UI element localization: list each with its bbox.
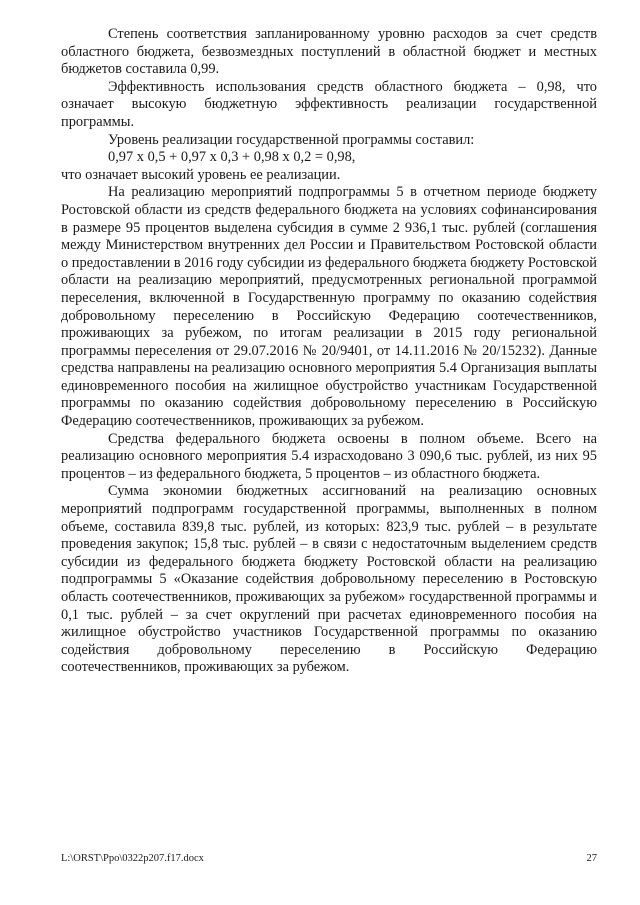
paragraph-subprogram-5-subsidy: На реализацию мероприятий подпрограммы 5 в отчетном периоде бюджету Ростовской области из средств федерального бюджета на условиях софинансирования в размере 95 процентов выделена субсидия в сумме 2 936,1 тыс. рублей (соглашения между Министерством внутренних дел России и Правительством Ростовской области о предоставлении в 2016 году субсидии из федерального бюджета бюджету Ростовской области на реализацию мероприятий, предусмотренных региональной программой переселения, включенной в Государственную программу по оказанию содействия добровольному переселению в Российскую Федерацию соотечественников, проживающих за рубежом, по итогам реализации в 2015 году региональной программы переселения от 29.07.2016 № 20/9401, от 14.11.2016 № 20/15232). Данные средства направлены на реализацию основного мероприятия 5.4 Организация выплаты единовременного пособия на жилищное обустройство участникам Государственной программы по оказанию содействия добровольному переселению в Российскую Федерацию соотечественников, проживающих за рубежом. [61, 184, 598, 430]
page-number: 27 [586, 853, 597, 864]
paragraph-budget-efficiency: Эффективность использования средств областного бюджета – 0,98, что означает высокую бюджетную эффективность реализации государственной программы. [61, 78, 597, 130]
paragraph-implementation-level: Уровень реализации государственной программы составил: [108, 131, 475, 148]
paragraph-expense-compliance: Степень соответствия запланированному уровню расходов за счет средств областного бюджета, безвозмездных поступлений в областной бюджет и местных бюджетов составила 0,99. [61, 26, 597, 78]
formula-line: 0,97 х 0,5 + 0,97 х 0,3 + 0,98 х 0,2 = 0,98, [108, 149, 356, 166]
footer-file-path: L:\ORST\Ppo\0322p207.f17.docx [61, 853, 204, 864]
paragraph-budget-savings: Сумма экономии бюджетных ассигнований на реализацию основных мероприятий подпрограмм государственной программы, выполненных в полном объеме, составила 839,8 тыс. рублей, из которых: 823,9 тыс. рублей – в результате проведения закупок; 15,8 тыс. рублей – в связи с недостаточным выделением средств субсидии из федерального бюджета бюджету Ростовской области на реализацию подпрограммы 5 «Оказание содействия добровольному переселению в Ростовскую область соотечественников, проживающих за рубежом» государственной программы и 0,1 тыс. рублей – за счет округлений при расчетах единовременного пособия на жилищное обустройство участников Государственной программы по оказанию содействия добровольному переселению в Российскую Федерацию соотечественников, проживающих за рубежом. [61, 483, 597, 676]
document-body [61, 26, 597, 677]
paragraph-federal-funds-spent: Средства федерального бюджета освоены в полном объеме. Всего на реализацию основного мероприятия 5.4 израсходовано 3 090,6 тыс. рублей, из них 95 процентов – из федерального бюджета, 5 процентов – из областного бюджета. [61, 430, 597, 482]
paragraph-formula-conclusion: что означает высокий уровень ее реализации. [61, 166, 341, 183]
